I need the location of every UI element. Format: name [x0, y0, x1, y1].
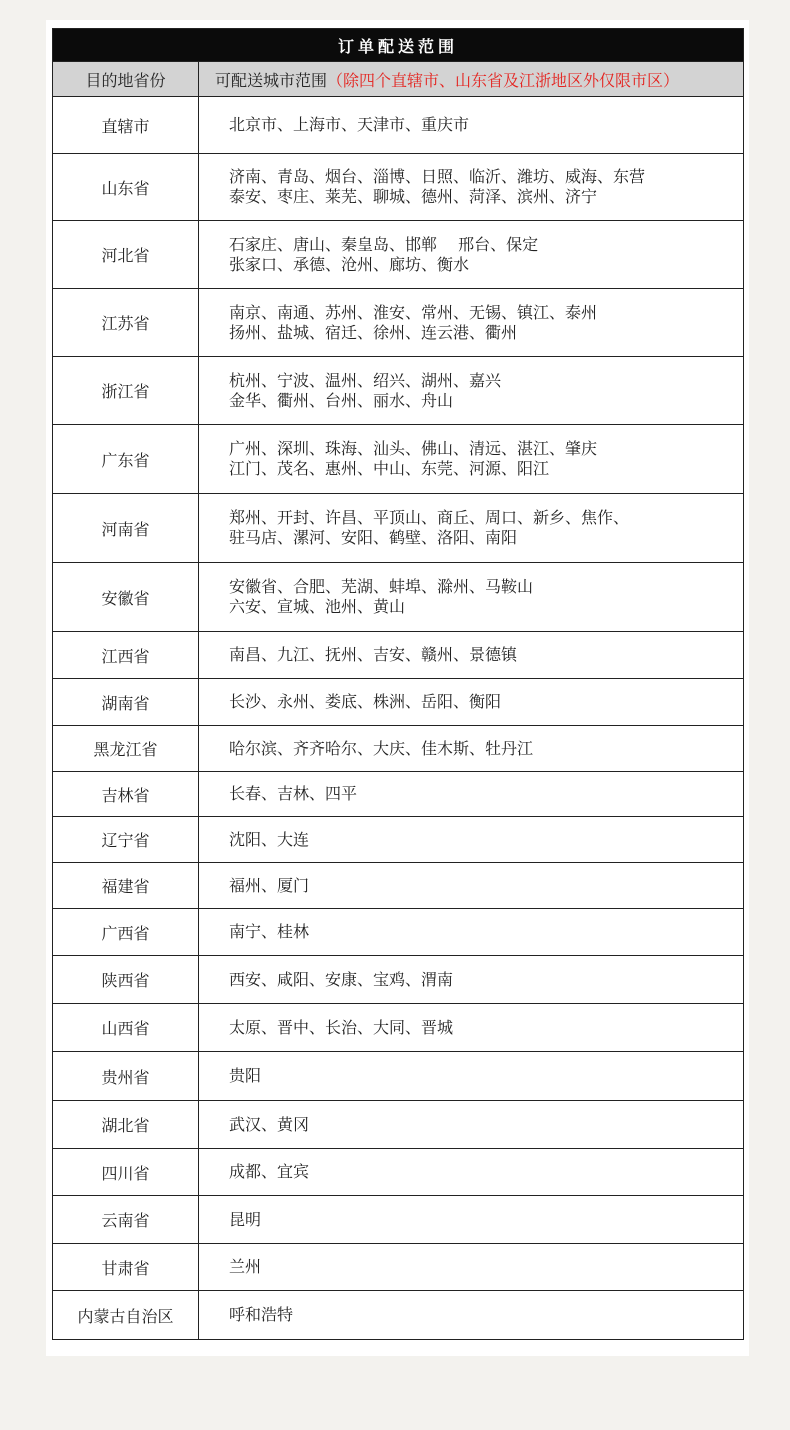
- province-cell: 山西省: [53, 1004, 199, 1052]
- cities-cell: [199, 1052, 744, 1101]
- table-row: [53, 154, 744, 221]
- province-cell: 湖北省: [53, 1101, 199, 1149]
- table-row: [53, 1291, 744, 1340]
- cities-line: 驻马店、漯河、安阳、鹤壁、洛阳、南阳: [229, 528, 518, 547]
- table-row: [53, 97, 744, 154]
- cities-cell: [199, 679, 744, 726]
- province-cell: 四川省: [53, 1149, 199, 1196]
- header-row: [53, 62, 744, 97]
- cities-header-label: 可配送城市范围: [215, 70, 328, 90]
- cities-cell: [199, 726, 744, 772]
- table-row: [53, 632, 744, 679]
- province-cell: 山东省: [53, 154, 199, 221]
- cities-line: 西安、咸阳、安康、宝鸡、渭南: [229, 969, 454, 989]
- province-cell: 广东省: [53, 425, 199, 494]
- table-row: [53, 679, 744, 726]
- cities-line: 福州、厦门: [229, 875, 310, 895]
- table-row: [53, 772, 744, 817]
- province-cell: 甘肃省: [53, 1244, 199, 1291]
- table-body: [53, 97, 744, 1340]
- delivery-range-table: [52, 28, 744, 1340]
- cities-cell: [199, 909, 744, 956]
- province-cell: 江苏省: [53, 289, 199, 357]
- province-cell: 福建省: [53, 863, 199, 909]
- province-cell: 直辖市: [53, 97, 199, 154]
- province-cell: 黑龙江省: [53, 726, 199, 772]
- cities-cell: [199, 1004, 744, 1052]
- cities-line: 沈阳、大连: [229, 829, 310, 849]
- table-row: [53, 1244, 744, 1291]
- cities-line: 贵阳: [229, 1066, 262, 1085]
- province-cell: 河南省: [53, 494, 199, 563]
- province-cell: 云南省: [53, 1196, 199, 1244]
- cities-line: 长春、吉林、四平: [229, 784, 358, 803]
- table-row: [53, 909, 744, 956]
- cities-cell: [199, 563, 744, 632]
- province-cell: 吉林省: [53, 772, 199, 817]
- cities-line: 江门、茂名、惠州、中山、东莞、河源、阳江: [229, 459, 550, 478]
- province-cell: 河北省: [53, 221, 199, 289]
- province-cell: 内蒙古自治区: [53, 1291, 199, 1340]
- cities-line: 济南、青岛、烟台、淄博、日照、临沂、潍坊、威海、东营: [229, 167, 646, 186]
- cities-cell: [199, 817, 744, 863]
- cities-cell: [199, 221, 744, 289]
- cities-line: 呼和浩特: [229, 1305, 294, 1324]
- province-cell: 湖南省: [53, 679, 199, 726]
- province-column-header: 目的地省份: [53, 62, 199, 97]
- cities-line: 长沙、永州、娄底、株洲、岳阳、衡阳: [229, 692, 502, 711]
- cities-line: 北京市、上海市、天津市、重庆市: [229, 115, 470, 134]
- cities-line: 扬州、盐城、宿迁、徐州、连云港、衢州: [229, 322, 518, 342]
- table-row: [53, 726, 744, 772]
- cities-cell: [199, 1101, 744, 1149]
- table-row: [53, 1149, 744, 1196]
- table-row: [53, 817, 744, 863]
- cities-line: 武汉、黄冈: [229, 1114, 310, 1134]
- cities-cell: [199, 1244, 744, 1291]
- cities-line: 南昌、九江、抚州、吉安、赣州、景德镇: [229, 645, 518, 664]
- cities-cell: [199, 494, 744, 563]
- province-cell: 广西省: [53, 909, 199, 956]
- cities-line: 六安、宣城、池州、黄山: [229, 597, 406, 616]
- table-row: [53, 1196, 744, 1244]
- table-row: [53, 1052, 744, 1101]
- cities-header-note: （除四个直辖市、山东省及江浙地区外仅限市区）: [327, 70, 680, 90]
- table-row: [53, 289, 744, 357]
- province-cell: 辽宁省: [53, 817, 199, 863]
- cities-line: 兰州: [229, 1257, 262, 1276]
- cities-cell: [199, 289, 744, 357]
- cities-line: 石家庄、唐山、秦皇岛、邯郸 邢台、保定: [229, 234, 539, 254]
- province-cell: 贵州省: [53, 1052, 199, 1101]
- province-cell: 安徽省: [53, 563, 199, 632]
- title-row: [53, 29, 744, 62]
- cities-line: 安徽省、合肥、芜湖、蚌埠、滁州、马鞍山: [229, 577, 534, 596]
- cities-cell: [199, 632, 744, 679]
- table-row: [53, 863, 744, 909]
- province-cell: 浙江省: [53, 357, 199, 425]
- cities-line: 郑州、开封、许昌、平顶山、商丘、周口、新乡、焦作、: [229, 508, 630, 527]
- table-title: 订单配送范围: [53, 29, 744, 62]
- cities-cell: [199, 154, 744, 221]
- cities-line: 南京、南通、苏州、淮安、常州、无锡、镇江、泰州: [229, 302, 598, 322]
- cities-cell: [199, 956, 744, 1004]
- cities-line: 广州、深圳、珠海、汕头、佛山、清远、湛江、肇庆: [229, 439, 598, 458]
- cities-line: 昆明: [229, 1209, 262, 1229]
- cities-cell: [199, 97, 744, 154]
- cities-cell: [199, 863, 744, 909]
- cities-cell: [199, 772, 744, 817]
- table-row: [53, 357, 744, 425]
- province-cell: 陕西省: [53, 956, 199, 1004]
- province-cell: 江西省: [53, 632, 199, 679]
- table-row: [53, 494, 744, 563]
- cities-line: 杭州、宁波、温州、绍兴、湖州、嘉兴: [229, 370, 502, 390]
- cities-line: 南宁、桂林: [229, 922, 310, 941]
- cities-line: 成都、宜宾: [229, 1162, 310, 1181]
- cities-cell: [199, 425, 744, 494]
- cities-column-header: [199, 62, 744, 97]
- delivery-card: [46, 20, 749, 1356]
- cities-cell: [199, 1149, 744, 1196]
- cities-cell: [199, 1291, 744, 1340]
- cities-line: 泰安、枣庄、莱芜、聊城、德州、菏泽、滨州、济宁: [229, 187, 598, 206]
- cities-line: 张家口、承德、沧州、廊坊、衡水: [229, 254, 470, 274]
- table-row: [53, 425, 744, 494]
- cities-line: 哈尔滨、齐齐哈尔、大庆、佳木斯、牡丹江: [229, 738, 534, 758]
- cities-cell: [199, 1196, 744, 1244]
- table-row: [53, 1004, 744, 1052]
- cities-line: 金华、衢州、台州、丽水、舟山: [229, 390, 454, 410]
- table-row: [53, 956, 744, 1004]
- table-row: [53, 563, 744, 632]
- table-row: [53, 1101, 744, 1149]
- table-row: [53, 221, 744, 289]
- cities-cell: [199, 357, 744, 425]
- cities-line: 太原、晋中、长治、大同、晋城: [229, 1017, 454, 1037]
